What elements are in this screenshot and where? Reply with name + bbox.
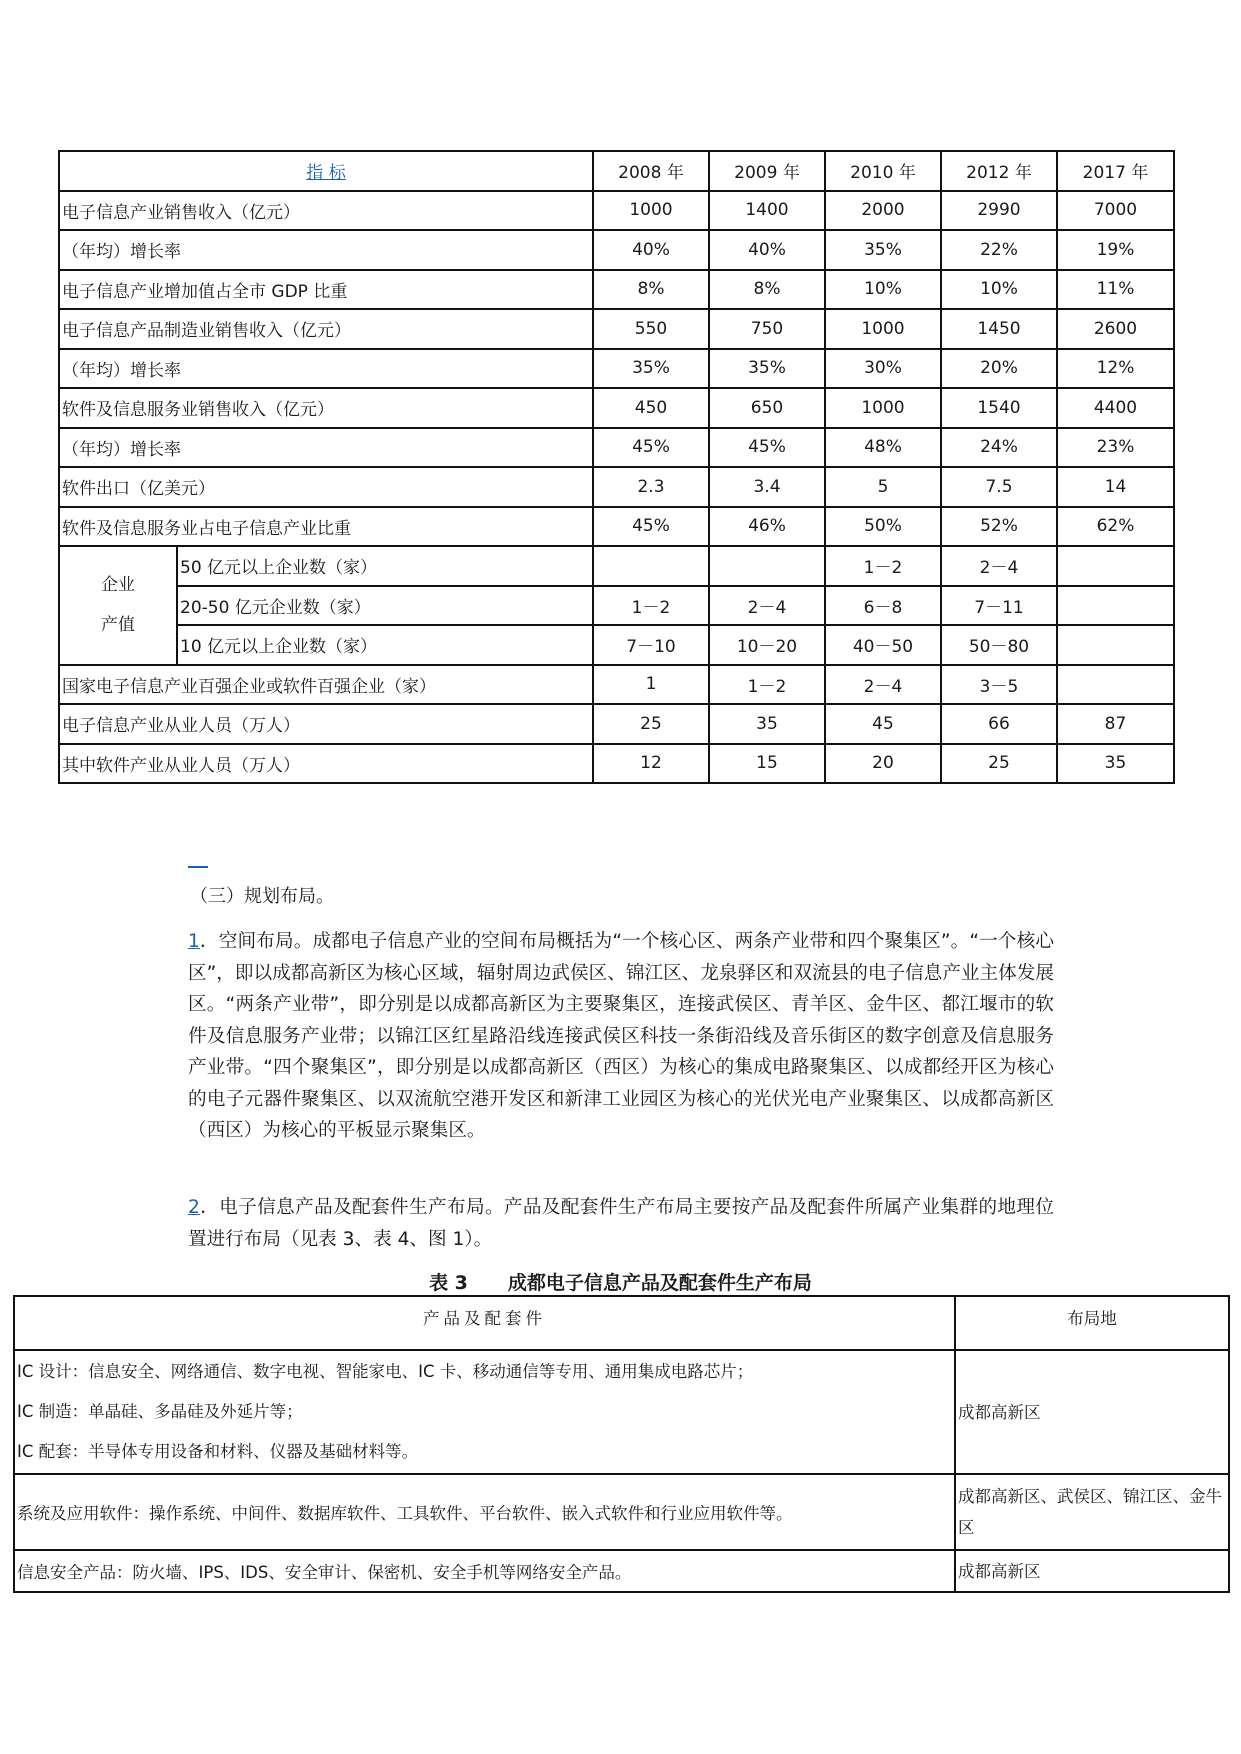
paragraph-number-link[interactable]: 1 bbox=[188, 931, 200, 952]
value-cell: 10－20 bbox=[709, 625, 825, 665]
value-cell: 50% bbox=[825, 507, 941, 547]
value-cell: 8% bbox=[593, 270, 709, 310]
year-header: 2017 年 bbox=[1057, 151, 1174, 191]
row-label: 软件及信息服务业占电子信息产业比重 bbox=[59, 507, 593, 547]
table-row bbox=[14, 1350, 1229, 1474]
row-label: （年均）增长率 bbox=[59, 428, 593, 468]
value-cell: 1－2 bbox=[825, 546, 941, 586]
group-label-line: 企业 bbox=[101, 575, 135, 596]
row-label: 软件出口（亿美元） bbox=[59, 467, 593, 507]
value-cell: 40% bbox=[593, 230, 709, 270]
product-line: IC 配套：半导体专用设备和材料、仪器及基础材料等。 bbox=[17, 1442, 419, 1461]
value-cell bbox=[1057, 586, 1174, 626]
value-cell: 2600 bbox=[1057, 309, 1174, 349]
year-header: 2009 年 bbox=[709, 151, 825, 191]
paragraph-production-layout bbox=[188, 1192, 1054, 1255]
value-cell: 6－8 bbox=[825, 586, 941, 626]
value-cell: 23% bbox=[1057, 428, 1174, 468]
location-cell: 成都高新区 bbox=[955, 1550, 1229, 1592]
value-cell: 25 bbox=[941, 744, 1057, 784]
value-cell: 20 bbox=[825, 744, 941, 784]
year-header: 2012 年 bbox=[941, 151, 1057, 191]
value-cell: 2－4 bbox=[709, 586, 825, 626]
section-heading: （三）规划布局。 bbox=[190, 886, 334, 907]
table-row bbox=[59, 586, 1174, 626]
table-row bbox=[59, 270, 1174, 310]
value-cell bbox=[1057, 625, 1174, 665]
value-cell: 550 bbox=[593, 309, 709, 349]
year-header: 2008 年 bbox=[593, 151, 709, 191]
table-row bbox=[59, 704, 1174, 744]
row-label: （年均）增长率 bbox=[59, 230, 593, 270]
row-label: （年均）增长率 bbox=[59, 349, 593, 389]
product-cell: 系统及应用软件：操作系统、中间件、数据库软件、工具软件、平台软件、嵌入式软件和行业应用软件等。 bbox=[14, 1474, 955, 1550]
value-cell: 40% bbox=[709, 230, 825, 270]
value-cell bbox=[709, 546, 825, 586]
value-cell: 52% bbox=[941, 507, 1057, 547]
value-cell: 2－4 bbox=[825, 665, 941, 705]
value-cell: 3－5 bbox=[941, 665, 1057, 705]
value-cell: 48% bbox=[825, 428, 941, 468]
table-row bbox=[59, 349, 1174, 389]
row-label: 国家电子信息产业百强企业或软件百强企业（家） bbox=[59, 665, 593, 705]
value-cell: 1－2 bbox=[709, 665, 825, 705]
value-cell: 50－80 bbox=[941, 625, 1057, 665]
value-cell: 11% bbox=[1057, 270, 1174, 310]
value-cell: 1000 bbox=[593, 191, 709, 231]
value-cell: 2000 bbox=[825, 191, 941, 231]
group-label-line: 产值 bbox=[101, 615, 135, 636]
value-cell: 4400 bbox=[1057, 388, 1174, 428]
table-row bbox=[59, 388, 1174, 428]
separator-mark bbox=[188, 866, 208, 868]
product-cell: 信息安全产品：防火墙、IPS、IDS、安全审计、保密机、安全手机等网络安全产品。 bbox=[14, 1550, 955, 1592]
location-header: 布局地 bbox=[955, 1296, 1229, 1350]
value-cell: 1450 bbox=[941, 309, 1057, 349]
table3-caption-title: 成都电子信息产品及配套件生产布局 bbox=[507, 1272, 812, 1294]
value-cell: 2－4 bbox=[941, 546, 1057, 586]
value-cell: 5 bbox=[825, 467, 941, 507]
table-header-row bbox=[59, 151, 1174, 191]
value-cell bbox=[593, 546, 709, 586]
value-cell: 30% bbox=[825, 349, 941, 389]
table-row bbox=[59, 428, 1174, 468]
value-cell: 1000 bbox=[825, 388, 941, 428]
value-cell: 10% bbox=[941, 270, 1057, 310]
year-header: 2010 年 bbox=[825, 151, 941, 191]
value-cell: 40－50 bbox=[825, 625, 941, 665]
value-cell: 12% bbox=[1057, 349, 1174, 389]
table-header-row bbox=[14, 1296, 1229, 1350]
value-cell: 87 bbox=[1057, 704, 1174, 744]
value-cell: 22% bbox=[941, 230, 1057, 270]
value-cell: 45% bbox=[593, 428, 709, 468]
value-cell bbox=[1057, 665, 1174, 705]
value-cell: 2990 bbox=[941, 191, 1057, 231]
product-header: 产品及配套件 bbox=[14, 1296, 955, 1350]
table3-caption bbox=[0, 1268, 1241, 1295]
value-cell: 46% bbox=[709, 507, 825, 547]
value-cell: 7.5 bbox=[941, 467, 1057, 507]
value-cell: 450 bbox=[593, 388, 709, 428]
value-cell: 66 bbox=[941, 704, 1057, 744]
table-row bbox=[59, 309, 1174, 349]
value-cell: 35% bbox=[709, 349, 825, 389]
value-cell: 12 bbox=[593, 744, 709, 784]
row-label: 其中软件产业从业人员（万人） bbox=[59, 744, 593, 784]
value-cell: 1 bbox=[593, 665, 709, 705]
value-cell: 45% bbox=[593, 507, 709, 547]
value-cell: 2.3 bbox=[593, 467, 709, 507]
table-row bbox=[59, 230, 1174, 270]
value-cell: 25 bbox=[593, 704, 709, 744]
value-cell: 10% bbox=[825, 270, 941, 310]
production-layout-table bbox=[13, 1295, 1230, 1593]
value-cell: 650 bbox=[709, 388, 825, 428]
row-label: 50 亿元以上企业数（家） bbox=[177, 546, 593, 586]
row-label: 电子信息产业增加值占全市 GDP 比重 bbox=[59, 270, 593, 310]
value-cell: 15 bbox=[709, 744, 825, 784]
row-label: 10 亿元以上企业数（家） bbox=[177, 625, 593, 665]
paragraph-text: ．电子信息产品及配套件生产布局。产品及配套件生产布局主要按产品及配套件所属产业集群的地理位置进行布局（见表 3、表 4、图 1）。 bbox=[188, 1197, 1054, 1250]
table-row bbox=[14, 1550, 1229, 1592]
table-row bbox=[59, 625, 1174, 665]
value-cell: 7－10 bbox=[593, 625, 709, 665]
indicator-header-cell[interactable] bbox=[59, 151, 593, 191]
row-label: 软件及信息服务业销售收入（亿元） bbox=[59, 388, 593, 428]
indicators-table bbox=[58, 150, 1175, 784]
product-cell bbox=[14, 1350, 955, 1474]
value-cell: 62% bbox=[1057, 507, 1174, 547]
table3-caption-number: 表 3 bbox=[429, 1272, 468, 1294]
table-row bbox=[59, 467, 1174, 507]
row-label: 电子信息产业从业人员（万人） bbox=[59, 704, 593, 744]
location-cell: 成都高新区 bbox=[955, 1350, 1229, 1474]
value-cell: 19% bbox=[1057, 230, 1174, 270]
value-cell: 7－11 bbox=[941, 586, 1057, 626]
location-cell: 成都高新区、武侯区、锦江区、金牛区 bbox=[955, 1474, 1229, 1550]
value-cell: 45 bbox=[825, 704, 941, 744]
value-cell: 750 bbox=[709, 309, 825, 349]
value-cell: 1000 bbox=[825, 309, 941, 349]
table-row bbox=[14, 1474, 1229, 1550]
table-row bbox=[59, 665, 1174, 705]
value-cell: 24% bbox=[941, 428, 1057, 468]
paragraph-spatial-layout bbox=[188, 926, 1054, 1147]
value-cell: 1540 bbox=[941, 388, 1057, 428]
table-row bbox=[59, 507, 1174, 547]
group-label-cell bbox=[59, 546, 177, 665]
value-cell bbox=[1057, 546, 1174, 586]
value-cell: 35% bbox=[825, 230, 941, 270]
value-cell: 1400 bbox=[709, 191, 825, 231]
value-cell: 35% bbox=[593, 349, 709, 389]
value-cell: 35 bbox=[1057, 744, 1174, 784]
product-line: IC 制造：单晶硅、多晶硅及外延片等； bbox=[17, 1402, 303, 1421]
row-label: 电子信息产品制造业销售收入（亿元） bbox=[59, 309, 593, 349]
value-cell: 45% bbox=[709, 428, 825, 468]
value-cell: 14 bbox=[1057, 467, 1174, 507]
value-cell: 1－2 bbox=[593, 586, 709, 626]
paragraph-number-link[interactable]: 2 bbox=[188, 1197, 200, 1218]
value-cell: 7000 bbox=[1057, 191, 1174, 231]
indicator-header-link[interactable]: 指 标 bbox=[306, 163, 346, 184]
row-label: 20-50 亿元企业数（家） bbox=[177, 586, 593, 626]
product-line: IC 设计：信息安全、网络通信、数字电视、智能家电、IC 卡、移动通信等专用、通用集成电路芯片； bbox=[17, 1362, 754, 1381]
paragraph-text: ．空间布局。成都电子信息产业的空间布局概括为“一个核心区、两条产业带和四个聚集区”。“一个核心区”，即以成都高新区为核心区域，辐射周边武侯区、锦江区、龙泉驿区和双流县的电子信息产业主体发展区。“两条产业带”，即分别是以成都高新区为主要聚集区，连接武侯区、青羊区、金牛区、都江堰市的软件及信息服务产业带；以锦江区红星路沿线连接武侯区科技一条街沿线及音乐街区的数字创意及信息服务产业带。“四个聚集区”，即分别是以成都高新区（西区）为核心的集成电路聚集区、以成都经开区为核心的电子元器件聚集区、以双流航空港开发区和新津工业园区为核心的光伏光电产业聚集区、以成都高新区（西区）为核心的平板显示聚集区。 bbox=[188, 931, 1054, 1141]
value-cell: 20% bbox=[941, 349, 1057, 389]
table-row bbox=[59, 191, 1174, 231]
table-row bbox=[59, 744, 1174, 784]
indicators-table-body bbox=[59, 151, 1174, 783]
table-row bbox=[59, 546, 1174, 586]
row-label: 电子信息产业销售收入（亿元） bbox=[59, 191, 593, 231]
value-cell: 35 bbox=[709, 704, 825, 744]
value-cell: 8% bbox=[709, 270, 825, 310]
value-cell: 3.4 bbox=[709, 467, 825, 507]
